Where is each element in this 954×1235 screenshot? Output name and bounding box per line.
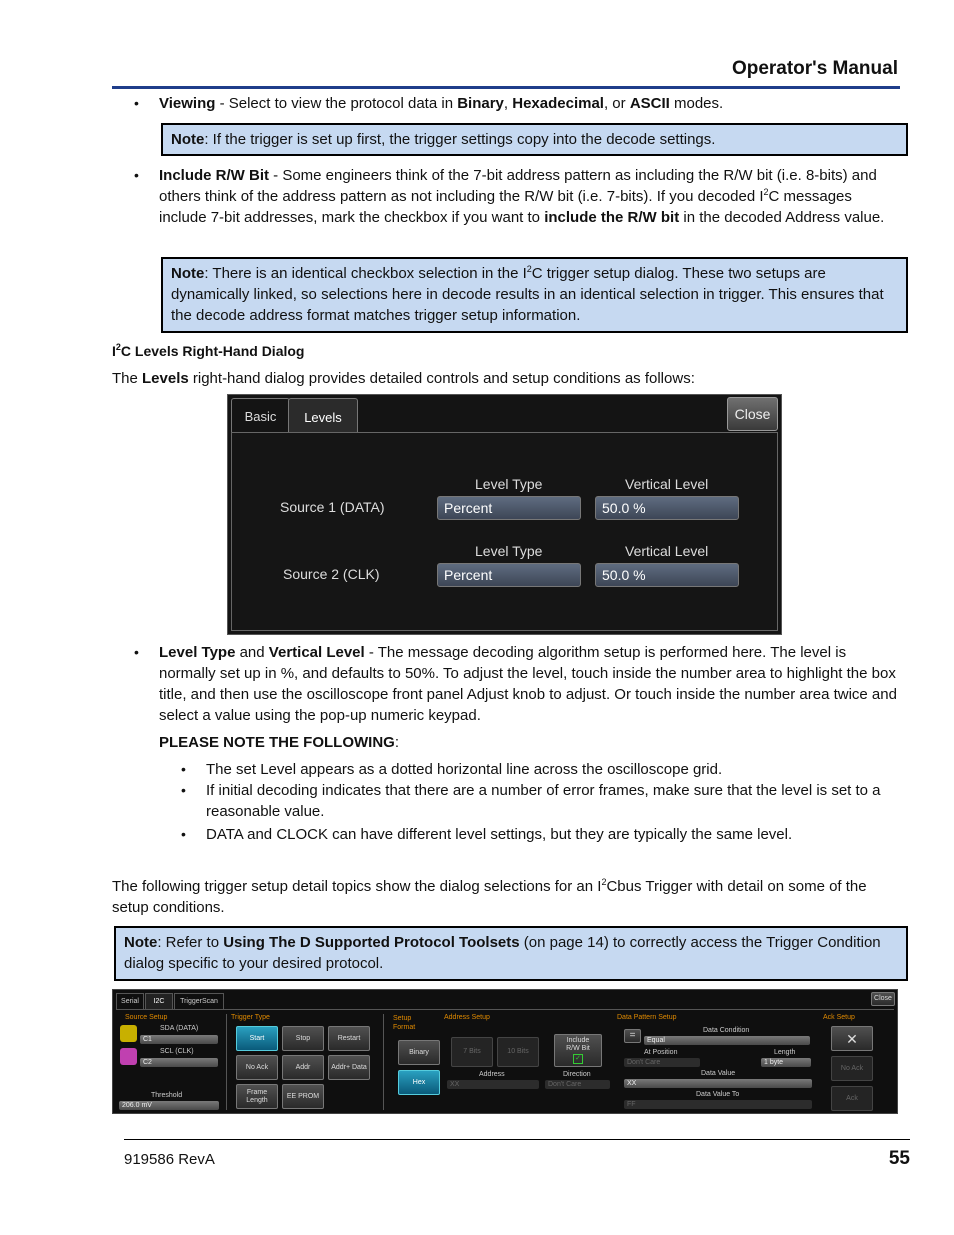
hex-term: Hexadecimal <box>512 95 604 112</box>
viewing-term: Viewing <box>159 95 216 112</box>
address-input[interactable]: XX <box>447 1080 539 1089</box>
level-type-select-1[interactable]: Percent <box>437 496 581 520</box>
superscript: 2 <box>601 877 607 887</box>
tab-basic[interactable]: Basic <box>231 398 290 433</box>
level-type-term: Level Type <box>159 644 236 661</box>
hex-button[interactable]: Hex <box>398 1070 440 1095</box>
following-text-2: Cbus Trigger with detail on some of the setup conditions. <box>112 878 867 916</box>
page-header-title: Operator's Manual <box>731 58 898 79</box>
scl-label: SCL (CLK) <box>160 1048 194 1055</box>
superscript: 2 <box>526 264 532 274</box>
note-label: Note <box>171 265 205 282</box>
close-button[interactable]: Close <box>871 992 895 1006</box>
7-bits-button[interactable]: 7 Bits <box>451 1037 493 1067</box>
source-1-label: Source 1 (DATA) <box>280 499 385 515</box>
doc-number: 919586 RevA <box>124 1151 215 1168</box>
following-paragraph <box>112 876 902 918</box>
at-position-select[interactable]: Don't Care <box>624 1058 700 1067</box>
levels-intro <box>112 368 695 389</box>
note-text: : If the trigger is set up first, the trigger settings copy into the decode settings. <box>204 131 716 148</box>
checkbox-checked-icon: ✓ <box>573 1054 583 1064</box>
stop-button[interactable]: Stop <box>282 1026 324 1051</box>
source-2-label: Source 2 (CLK) <box>283 566 380 582</box>
level-type-label: Level Type <box>475 476 543 492</box>
viewing-text-2: , or <box>603 95 630 112</box>
level-type-select-2[interactable]: Percent <box>437 563 581 587</box>
data-value-to-label: Data Value To <box>696 1091 740 1098</box>
length-label: Length <box>774 1049 796 1056</box>
tab-triggerscan[interactable]: TriggerScan <box>174 993 224 1009</box>
note-text: : There is an identical checkbox selection in the I <box>204 265 527 282</box>
note-box-2 <box>161 257 908 333</box>
note-label: Note <box>171 131 205 148</box>
no-ack-button[interactable]: No Ack <box>236 1055 278 1080</box>
setup-format-title: Setup Format <box>393 1015 416 1031</box>
sub-bullet-1: The set Level appears as a dotted horizontal line across the oscilloscope grid. <box>206 761 723 778</box>
level-paragraph <box>159 642 899 726</box>
header-rule <box>112 86 900 89</box>
level-type-label: Level Type <box>475 543 543 559</box>
vertical-level-input-1[interactable]: 50.0 % <box>595 496 739 520</box>
data-value-to-input[interactable]: FF <box>624 1100 812 1109</box>
rw-text: - Some engineers think of the 7-bit address pattern as including the R/W bit (i.e. 8-bits) and others think of the address pattern as not including the R/W bit (i.e. 7-bits). If you decoded I <box>159 167 877 205</box>
vertical-level-term: Vertical Level <box>268 644 365 661</box>
direction-label: Direction <box>563 1071 591 1078</box>
c2-channel-icon[interactable] <box>120 1048 137 1065</box>
ack-button[interactable]: Ack <box>831 1086 873 1111</box>
rw-paragraph <box>159 165 899 228</box>
scl-source-select[interactable]: C2 <box>140 1058 218 1067</box>
please-note-colon: : <box>394 734 400 751</box>
heading-part-2: C Levels Right-Hand Dialog <box>120 343 305 359</box>
bullet-dot: • <box>181 782 186 798</box>
c1-channel-icon[interactable] <box>120 1025 137 1042</box>
bullet-dot: • <box>181 761 186 777</box>
addr-data-button[interactable]: Addr+ Data <box>328 1055 370 1080</box>
superscript: 2 <box>763 187 769 197</box>
note-text: : Refer to <box>157 934 224 951</box>
data-pattern-setup-title: Data Pattern Setup <box>617 1014 677 1021</box>
threshold-label: Threshold <box>151 1092 183 1099</box>
eeprom-button[interactable]: EE PROM <box>282 1084 324 1109</box>
note-text-2: C trigger setup dialog. These two setups are dynamically linked, so selections here in decode results in an identical selection in trigger. This ensures that the decode address format matches trigger setup information. <box>171 265 884 324</box>
at-position-label: At Position <box>644 1049 678 1056</box>
rw-text-2: C messages include 7-bit addresses, mark the checkbox if you want to <box>159 188 852 226</box>
bullet-dot: • <box>134 644 139 660</box>
10-bits-button[interactable]: 10 Bits <box>497 1037 539 1067</box>
divider <box>226 1014 227 1110</box>
intro-bold: Levels <box>142 370 189 387</box>
note-text-2: (on page 14) to correctly access the Trigger Condition dialog specific to your desired protocol. <box>124 934 881 972</box>
equals-icon[interactable]: = <box>624 1029 641 1043</box>
superscript: 2 <box>115 342 121 352</box>
viewing-paragraph <box>159 93 899 114</box>
levels-dialog <box>227 394 782 635</box>
note-box-1 <box>161 123 908 156</box>
address-setup-title: Address Setup <box>444 1014 490 1021</box>
rw-term: Include R/W Bit <box>159 167 269 184</box>
please-note-bold: PLEASE NOTE THE FOLLOWING <box>159 734 395 751</box>
vertical-level-input-2[interactable]: 50.0 % <box>595 563 739 587</box>
include-rw-checkbox[interactable] <box>554 1034 602 1067</box>
direction-select[interactable]: Don't Care <box>545 1080 610 1089</box>
sda-label: SDA (DATA) <box>160 1025 199 1032</box>
bullet-dot: • <box>181 826 186 842</box>
threshold-input[interactable]: 206.0 mV <box>119 1101 219 1110</box>
source-setup-title: Source Setup <box>125 1014 168 1021</box>
vertical-level-label: Vertical Level <box>625 476 709 492</box>
intro-text-2: right-hand dialog provides detailed controls and setup conditions as follows: <box>188 370 695 387</box>
sda-source-select[interactable]: C1 <box>140 1035 218 1044</box>
divider <box>383 1014 384 1110</box>
data-condition-label: Data Condition <box>703 1027 750 1034</box>
close-x-icon[interactable]: ✕ <box>831 1026 873 1051</box>
intro-text: The <box>112 370 143 387</box>
viewing-text-3: modes. <box>669 95 724 112</box>
sub-bullet-2: If initial decoding indicates that there are a number of error frames, make sure that the level is set to a reasonable value. <box>206 782 881 820</box>
bullet-dot: • <box>134 95 139 111</box>
frame-length-button[interactable]: Frame Length <box>236 1084 278 1109</box>
ascii-term: ASCII <box>629 95 670 112</box>
note-link-title: Using The D Supported Protocol Toolsets <box>223 934 520 951</box>
levels-heading <box>112 341 304 362</box>
rw-bold: include the R/W bit <box>544 209 680 226</box>
viewing-comma: , <box>503 95 513 112</box>
heading-part: I <box>112 343 116 359</box>
binary-term: Binary <box>457 95 504 112</box>
sub-bullet-3: DATA and CLOCK can have different level settings, but they are typically the same level. <box>206 826 793 843</box>
footer-rule <box>124 1139 910 1140</box>
tab-i2c[interactable]: I2C <box>145 993 173 1009</box>
binary-button[interactable]: Binary <box>398 1040 440 1065</box>
following-text: The following trigger setup detail topics show the dialog selections for an I <box>112 878 602 895</box>
data-value-label: Data Value <box>701 1070 736 1077</box>
data-condition-select[interactable]: Equal <box>644 1036 810 1045</box>
page-number: 55 <box>888 1148 910 1169</box>
vertical-level-label: Vertical Level <box>625 543 709 559</box>
bullet-dot: • <box>134 167 139 183</box>
include-rw-label: Include R/W Bit <box>566 1037 590 1052</box>
please-note <box>159 732 399 753</box>
address-label: Address <box>479 1071 505 1078</box>
i2c-trigger-panel <box>112 989 898 1114</box>
tab-levels[interactable]: Levels <box>288 398 358 435</box>
trigger-type-title: Trigger Type <box>231 1014 270 1021</box>
close-button[interactable]: Close <box>727 397 778 431</box>
restart-button[interactable]: Restart <box>328 1026 370 1051</box>
note-box-3 <box>114 926 908 981</box>
ack-setup-title: Ack Setup <box>823 1014 855 1021</box>
length-select[interactable]: 1 byte <box>761 1058 811 1067</box>
start-button[interactable]: Start <box>236 1026 278 1051</box>
addr-button[interactable]: Addr <box>282 1055 324 1080</box>
tab-serial[interactable]: Serial <box>116 993 144 1009</box>
viewing-text: - Select to view the protocol data in <box>215 95 458 112</box>
note-label: Note <box>124 934 158 951</box>
data-value-input[interactable]: XX <box>624 1079 812 1088</box>
level-text: and <box>235 644 269 661</box>
levels-panel <box>231 432 778 631</box>
level-text-2: - The message decoding algorithm setup is performed here. The level is normally set up in %, and defaults to 50%. To adjust the level, touch inside the number area to highlight the box title, and then use the oscilloscope front panel Adjust knob to adjust. Or touch inside the number area twice and select a value using the pop-up numeric keypad. <box>159 644 897 724</box>
rw-text-3: in the decoded Address value. <box>679 209 885 226</box>
no-ack-button[interactable]: No Ack <box>831 1056 873 1081</box>
